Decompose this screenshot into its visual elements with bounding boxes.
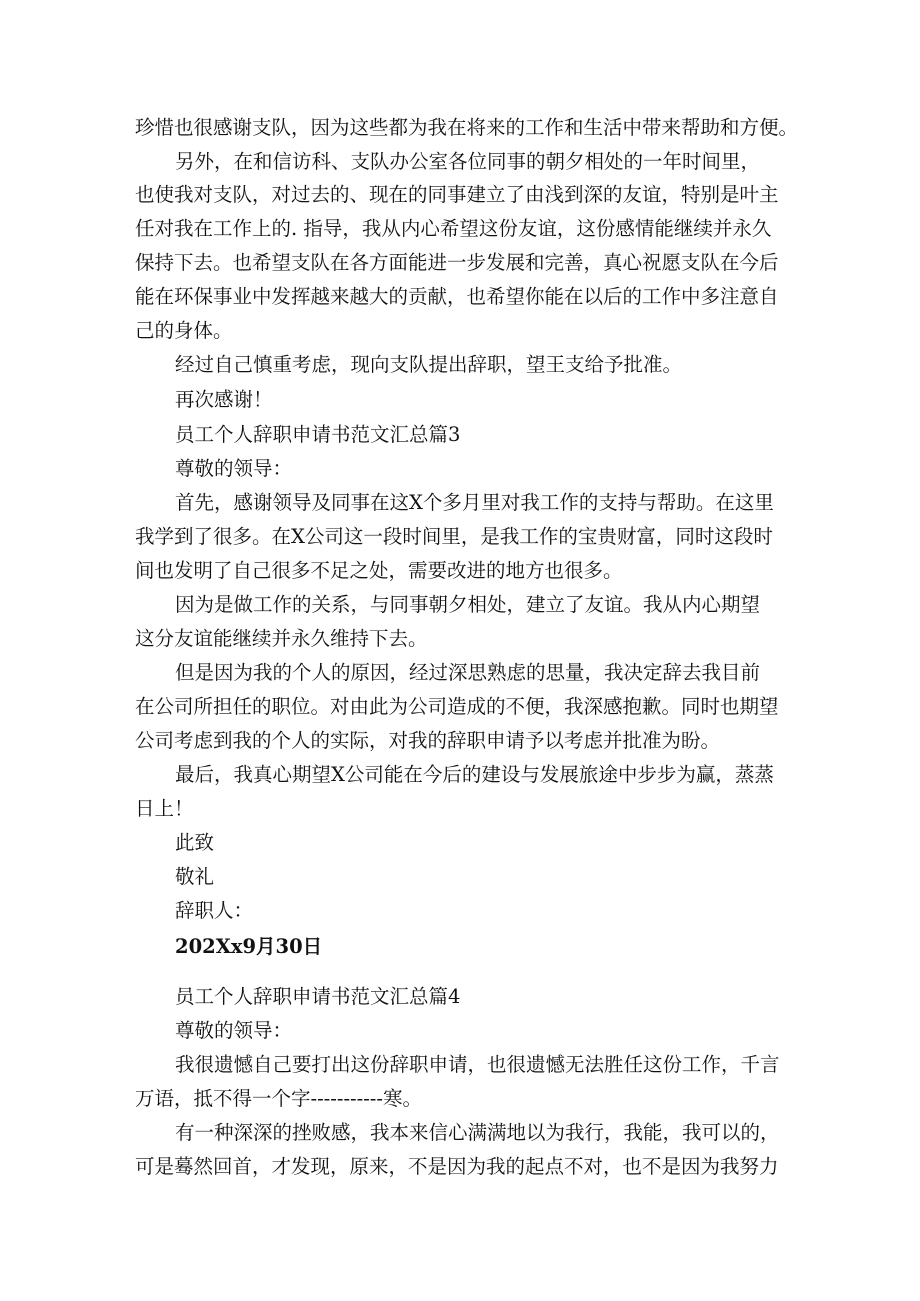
text-line: 经过自己慎重考虑，现向支队提出辞职，望王支给予批准。 [175,353,683,376]
text-line: 保持下去。也希望支队在各方面能进一步发展和完善，真心祝愿支队在今后 [135,251,779,274]
text-line: 己的身体。 [135,319,233,342]
text-line: 最后，我真心期望X公司能在今后的建设与发展旅途中步步为赢，蒸蒸 [175,763,774,786]
text-line: 日上！ [135,797,194,820]
text-line: 再次感谢！ [175,388,273,411]
text-line: 公司考虑到我的个人的实际，对我的辞职申请予以考虑并批准为盼。 [135,729,721,752]
text-line: 珍惜也很感谢支队，因为这些都为我在将来的工作和生活中带来帮助和方便。 [135,116,799,139]
text-line: 我很遗憾自己要打出这份辞职申请，也很遗憾无法胜任这份工作，千言 [175,1053,780,1076]
text-line: 首先，感谢领导及同事在这X个多月里对我工作的支持与帮助。在这里 [175,491,774,514]
text-line: 但是因为我的个人的原因，经过深思熟虑的思量，我决定辞去我目前 [175,661,761,684]
text-line: 另外，在和信访科、支队办公室各位同事的朝夕相处的一年时间里， [175,150,761,173]
text-line: 在公司所担任的职位。对由此为公司造成的不便，我深感抱歉。同时也期望 [135,695,779,718]
closing-line: 此致 [175,831,215,854]
text-line: 也使我对支队，对过去的、现在的同事建立了由浅到深的友谊，特别是叶主 [135,183,779,206]
section-heading: 员工个人辞职申请书范文汇总篇4 [175,985,461,1008]
text-line: 因为是做工作的关系，与同事朝夕相处，建立了友谊。我从内心期望 [175,593,761,616]
text-line: 任对我在工作上的. 指导，我从内心希望这份友谊，这份感情能继续并永久 [135,217,772,240]
text-line: 我学到了很多。在X公司这一段时间里，是我工作的宝贵财富，同时这段时 [135,525,773,548]
text-line: 万语，抵不得一个字-----------寒。 [135,1087,422,1110]
text-line: 有一种深深的挫败感，我本来信心满满地以为我行，我能，我可以的， [175,1121,780,1144]
text-line: 间也发明了自己很多不足之处，需要改进的地方也很多。 [135,559,623,582]
text-line: 可是蓦然回首，才发现，原来，不是因为我的起点不对，也不是因为我努力 [135,1155,779,1178]
salutation: 尊敬的领导： [175,1019,293,1042]
closing-line: 敬礼 [175,865,215,888]
section-heading: 员工个人辞职申请书范文汇总篇3 [175,423,461,446]
salutation: 尊敬的领导： [175,457,293,480]
signature-label: 辞职人： [175,899,254,922]
text-line: 能在环保事业中发挥越来越大的贡献，也希望你能在以后的工作中多注意自 [135,285,779,308]
date-line: 202Xx9月30日 [175,935,323,958]
text-line: 这分友谊能继续并永久维持下去。 [135,627,428,650]
